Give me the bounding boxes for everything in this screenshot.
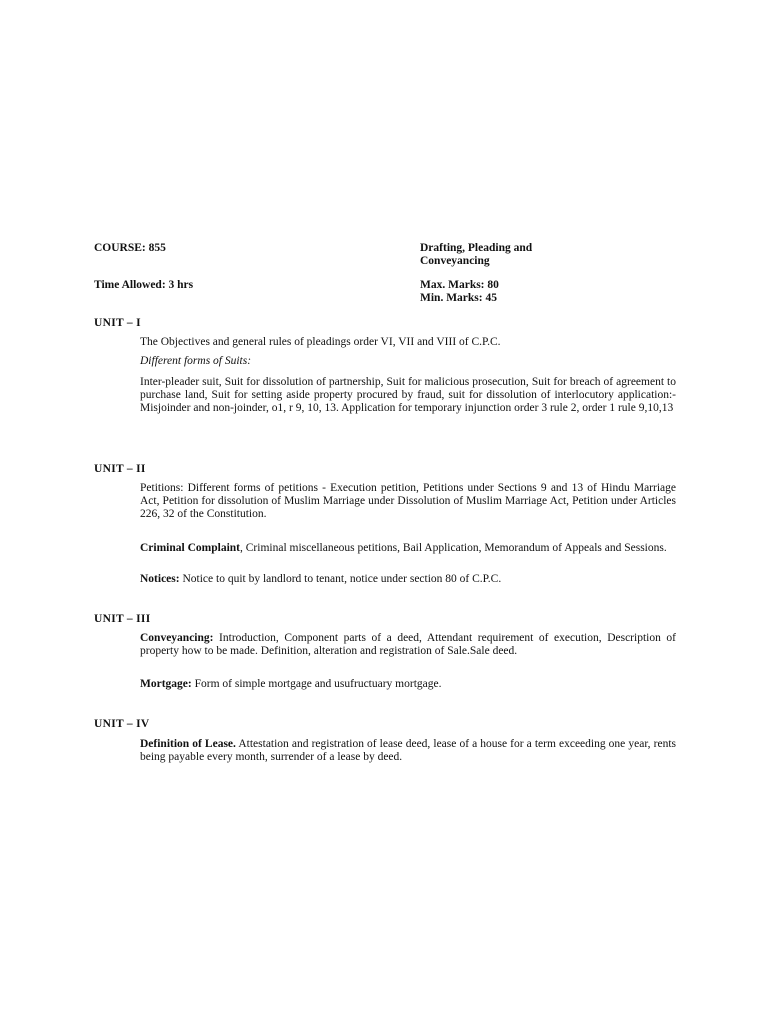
unit-3-conveyancing [140,632,676,658]
unit-1-objectives: The Objectives and general rules of pleadings order VI, VII and VIII of C.P.C. [140,336,501,348]
max-marks: Max. Marks: 80 [420,279,499,291]
notices-label: Notices: [140,573,180,585]
unit-1-suits-heading: Different forms of Suits: [140,355,252,367]
unit-2-notices [140,573,676,586]
course-title-line2: Conveyancing [420,255,490,267]
unit-4-lease [140,738,676,764]
unit-2-criminal-complaint [140,542,676,555]
unit-2-heading: UNIT – II [94,463,146,475]
unit-1-suits-list: Inter-pleader suit, Suit for dissolution of partnership, Suit for malicious prosecution, Suit for breach of agreement to purchase land, Suit for setting aside property procured by fraud, suit for dissolution of interlocutory application:- Misjoinder and non-joinder, o1, r 9, 10, 13. Application for temporary injunction order 3 rule 2, order 1 rule 9,10,13 [140,376,676,415]
mortgage-label: Mortgage: [140,678,192,690]
course-title [420,242,532,268]
unit-3-mortgage [140,678,676,691]
course-title-line1: Drafting, Pleading and [420,242,533,254]
criminal-complaint-text: , Criminal miscellaneous petitions, Bail Application, Memorandum of Appeals and Sessions. [240,542,667,554]
mortgage-text: Form of simple mortgage and usufructuary mortgage. [191,678,442,690]
time-allowed: Time Allowed: 3 hrs [94,279,194,291]
unit-2-petitions: Petitions: Different forms of petitions - Execution petition, Petitions under Sections 9 and 13 of Hindu Marriage Act, Petition for dissolution of Muslim Marriage under Dissolution of Muslim Marriage Act, Petition under Articles 226, 32 of the Constitution. [140,482,676,521]
conveyancing-label: Conveyancing: [140,632,214,644]
unit-3-heading: UNIT – III [94,613,151,625]
min-marks: Min. Marks: 45 [420,292,497,304]
conveyancing-text: Introduction, Component parts of a deed, Attendant requirement of execution, Description of property how to be made. Definition, alteration and registration of Sale.Sale deed. [140,632,676,658]
unit-1-heading: UNIT – I [94,317,141,329]
lease-text: Attestation and registration of lease deed, lease of a house for a term exceeding one year, rents being payable every month, surrender of a lease by deed. [140,738,676,764]
marks-block [420,279,499,305]
lease-label: Definition of Lease. [140,738,236,750]
notices-text: Notice to quit by landlord to tenant, notice under section 80 of C.P.C. [179,573,502,585]
unit-4-heading: UNIT – IV [94,718,150,730]
criminal-complaint-label: Criminal Complaint [140,542,240,554]
course-code: COURSE: 855 [94,242,166,254]
